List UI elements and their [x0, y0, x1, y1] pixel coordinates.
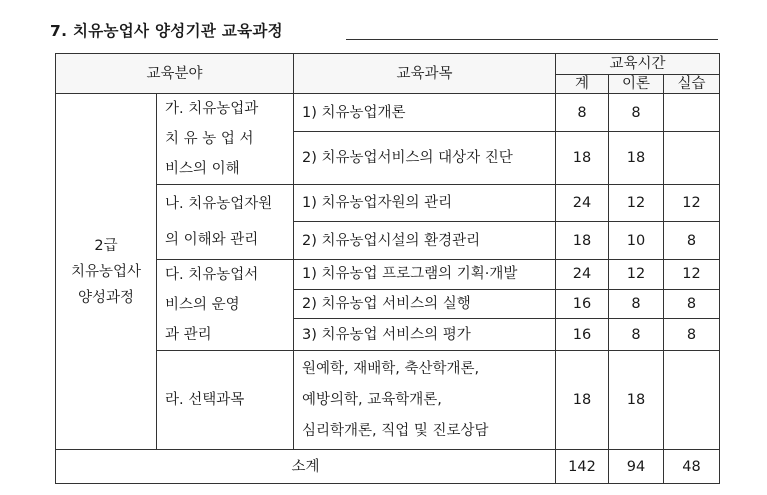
field-cell-ra: 라. 선택과목 [157, 351, 294, 450]
field-line: 다. 치유농업서 [165, 267, 259, 283]
elective-line: 원예학, 재배학, 축산학개론, [302, 360, 480, 377]
course-name: 1) 치유농업개론 [294, 94, 556, 132]
hours-practice: 8 [664, 319, 720, 351]
hours-practice [664, 132, 720, 185]
course-name: 3) 치유농업 서비스의 평가 [294, 319, 556, 351]
program-line: 양성과정 [77, 289, 135, 306]
header-field: 교육분야 [56, 54, 294, 94]
field-cell-na [157, 185, 294, 260]
hours-practice: 8 [664, 222, 720, 260]
hours-total: 16 [556, 289, 609, 319]
hours-total: 24 [556, 260, 609, 290]
header-total: 계 [556, 75, 609, 94]
curriculum-table [55, 53, 720, 484]
hours-theory: 18 [609, 132, 664, 185]
subtotal-total: 142 [556, 450, 609, 484]
table-row [56, 94, 720, 132]
course-name: 1) 치유농업자원의 관리 [294, 185, 556, 222]
elective-courses [294, 351, 556, 450]
header-practice: 실습 [664, 75, 720, 94]
course-name: 2) 치유농업시설의 환경관리 [294, 222, 556, 260]
field-cell-da [157, 260, 294, 351]
hours-practice: 8 [664, 289, 720, 319]
hours-theory: 8 [609, 94, 664, 132]
hours-theory: 8 [609, 289, 664, 319]
field-line: 나. 치유농업자원 [165, 196, 273, 212]
header-row [56, 54, 720, 75]
elective-line: 예방의학, 교육학개론, [302, 391, 442, 408]
field-cell-ga [157, 94, 294, 185]
section-heading [50, 20, 718, 42]
subtotal-practice: 48 [664, 450, 720, 484]
course-name: 2) 치유농업서비스의 대상자 진단 [294, 132, 556, 185]
field-line: 비스의 이해 [165, 161, 240, 177]
course-name: 1) 치유농업 프로그램의 기획·개발 [294, 260, 556, 290]
field-line: 치 유 농 업 서 [165, 131, 254, 147]
hours-theory: 12 [609, 260, 664, 290]
hours-total: 18 [556, 222, 609, 260]
hours-practice [664, 94, 720, 132]
subtotal-theory: 94 [609, 450, 664, 484]
field-line: 과 관리 [165, 327, 212, 343]
elective-line: 심리학개론, 직업 및 진로상담 [302, 422, 489, 439]
title-underline [346, 39, 718, 40]
program-line: 치유농업사 [70, 263, 142, 280]
header-hours: 교육시간 [556, 54, 720, 75]
hours-theory: 18 [609, 351, 664, 450]
header-theory: 이론 [609, 75, 664, 94]
hours-practice: 12 [664, 260, 720, 290]
hours-total: 18 [556, 132, 609, 185]
program-cell [56, 94, 157, 450]
hours-total: 18 [556, 351, 609, 450]
field-line: 의 이해와 관리 [165, 232, 259, 248]
hours-total: 8 [556, 94, 609, 132]
course-name: 2) 치유농업 서비스의 실행 [294, 289, 556, 319]
program-line: 2급 [94, 237, 118, 254]
header-course: 교육과목 [294, 54, 556, 94]
subtotal-row [56, 450, 720, 484]
field-line: 가. 치유농업과 [165, 101, 259, 117]
field-line: 비스의 운영 [165, 297, 240, 313]
section-title: 7. 치유농업사 양성기관 교육과정 [50, 22, 283, 40]
hours-theory: 8 [609, 319, 664, 351]
hours-total: 24 [556, 185, 609, 222]
hours-total: 16 [556, 319, 609, 351]
hours-practice [664, 351, 720, 450]
hours-theory: 12 [609, 185, 664, 222]
subtotal-label: 소계 [56, 450, 556, 484]
hours-theory: 10 [609, 222, 664, 260]
hours-practice: 12 [664, 185, 720, 222]
